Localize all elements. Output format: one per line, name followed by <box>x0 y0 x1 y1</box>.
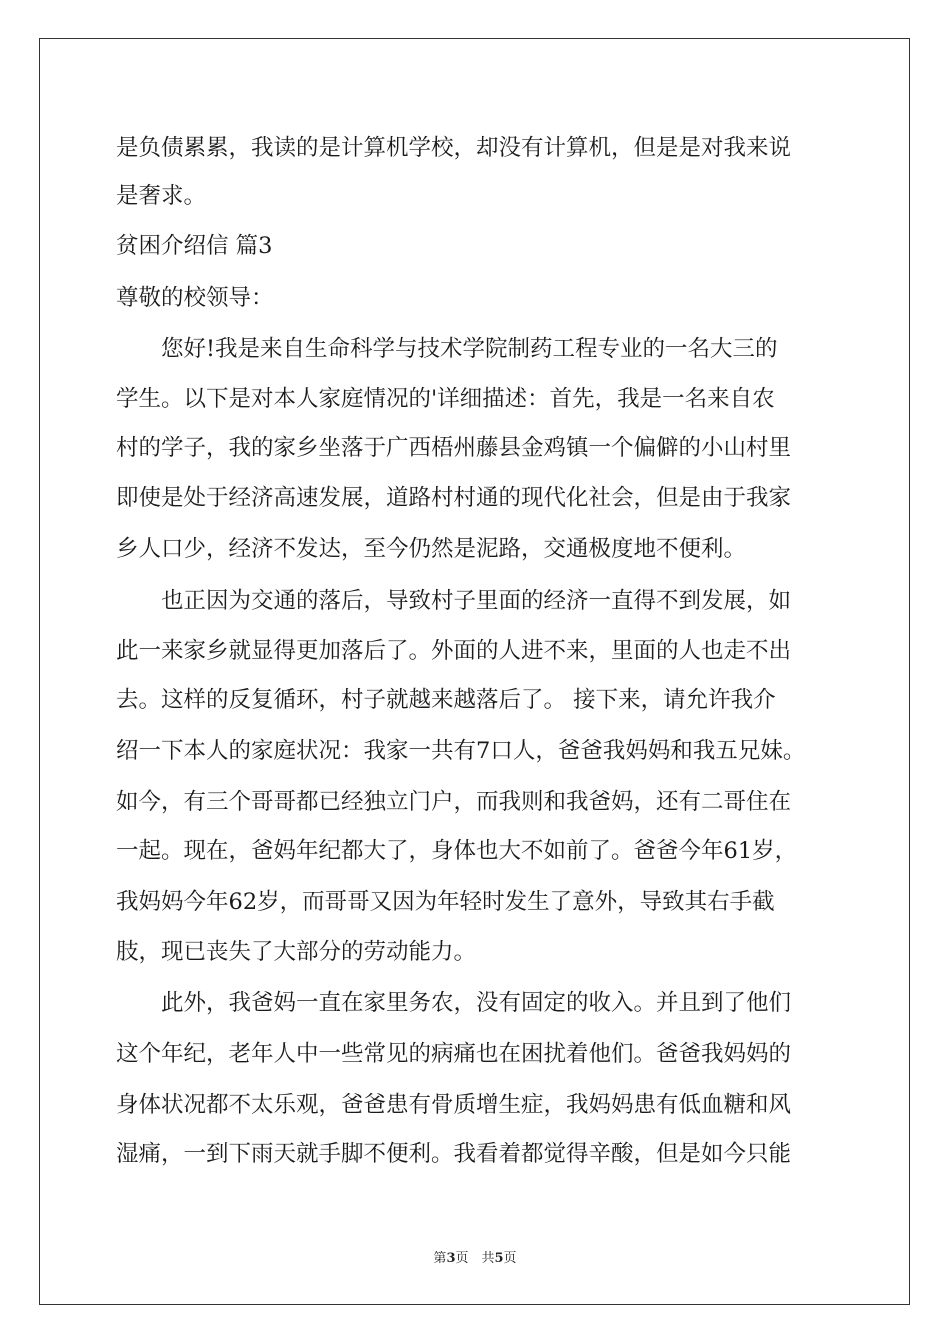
text-line: 此一来家乡就显得更加落后了。外面的人进不来，里面的人也走不出 <box>116 638 792 664</box>
text-line: 是奢求。 <box>116 183 207 209</box>
text-line: 湿痛，一到下雨天就手脚不便利。我看着都觉得辛酸，但是如今只能 <box>116 1141 792 1167</box>
page-label-mid: 页 共 <box>455 1251 495 1266</box>
text-line: 这个年纪，老年人中一些常见的病痛也在困扰着他们。爸爸我妈妈的 <box>116 1041 792 1067</box>
text-line: 此外，我爸妈一直在家里务农，没有固定的收入。并且到了他们 <box>116 990 792 1016</box>
text-line: 您好!我是来自生命科学与技术学院制药工程专业的一名大三的 <box>116 336 778 362</box>
text-line: 一起。现在，爸妈年纪都大了，身体也大不如前了。爸爸今年61岁， <box>116 838 798 864</box>
text-line: 绍一下本人的家庭状况：我家一共有7口人，爸爸我妈妈和我五兄妹。 <box>116 738 806 764</box>
text-line: 乡人口少，经济不发达，至今仍然是泥路，交通极度地不便利。 <box>116 536 747 562</box>
page-number-footer <box>0 1247 950 1266</box>
text-line: 如今，有三个哥哥都已经独立门户，而我则和我爸妈，还有二哥住在 <box>116 789 792 815</box>
text-line: 也正因为交通的落后，导致村子里面的经济一直得不到发展，如 <box>116 588 792 614</box>
current-page-number: 3 <box>446 1251 456 1266</box>
text-line: 村的学子，我的家乡坐落于广西梧州藤县金鸡镇一个偏僻的小山村里 <box>116 435 792 461</box>
text-line: 肢，现已丧失了大部分的劳动能力。 <box>116 939 477 965</box>
salutation: 尊敬的校领导： <box>116 285 274 311</box>
text-line: 是负债累累，我读的是计算机学校，却没有计算机，但是是对我来说 <box>116 135 792 161</box>
text-line: 学生。以下是对本人家庭情况的'详细描述：首先，我是一名来自农 <box>116 386 775 412</box>
text-line: 即使是处于经济高速发展，道路村村通的现代化社会，但是由于我家 <box>116 485 792 511</box>
page-label-prefix: 第 <box>433 1251 447 1266</box>
text-line: 身体状况都不太乐观，爸爸患有骨质增生症，我妈妈患有低血糖和风 <box>116 1092 792 1118</box>
text-line: 我妈妈今年62岁，而哥哥又因为年轻时发生了意外，导致其右手截 <box>116 889 775 915</box>
page-label-suffix: 页 <box>503 1251 517 1266</box>
text-line: 去。这样的反复循环，村子就越来越落后了。 接下来，请允许我介 <box>116 687 776 713</box>
section-heading: 贫困介绍信 篇3 <box>116 233 273 259</box>
total-page-number: 5 <box>494 1251 504 1266</box>
